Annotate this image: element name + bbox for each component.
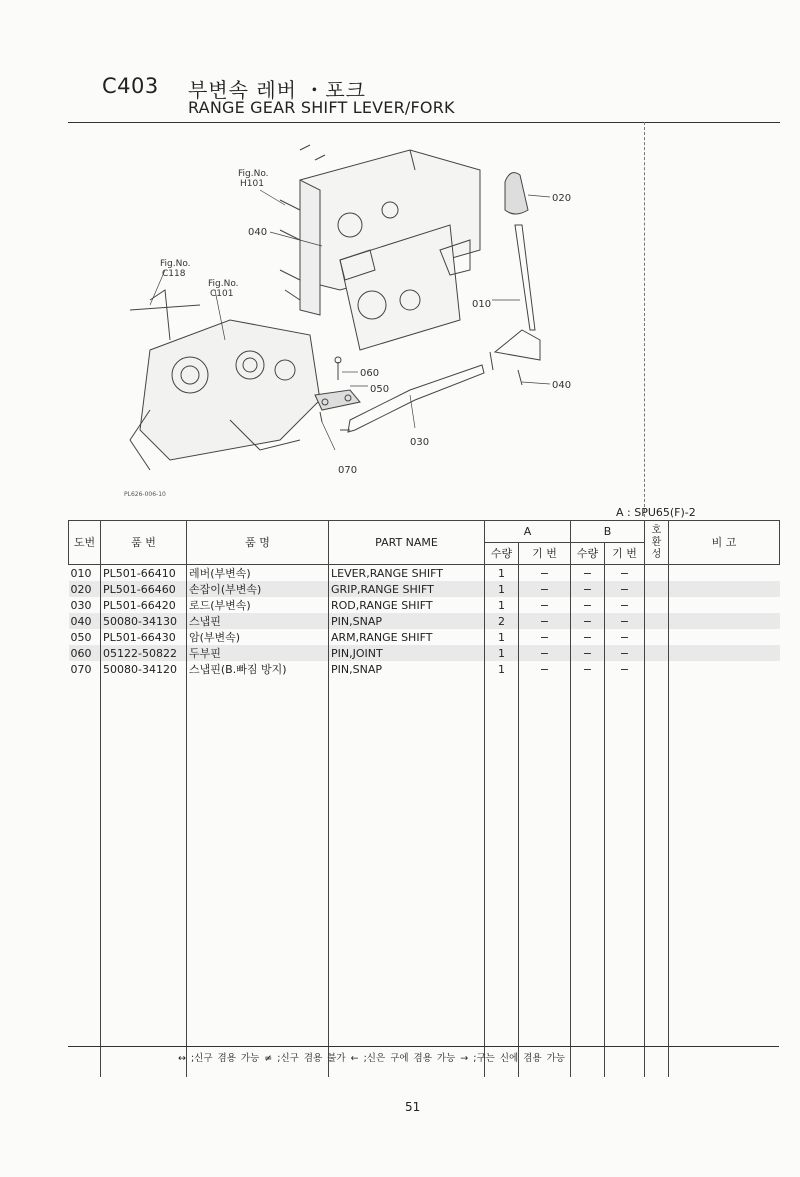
drawing-id: PL626-006-10 xyxy=(124,491,166,498)
cell-compat xyxy=(645,629,669,645)
table-row xyxy=(69,645,780,661)
header-compatibility: 호 환 성 xyxy=(645,521,669,565)
fig-ref-c118-number: C118 xyxy=(162,269,186,279)
header-model-b: 기 번 xyxy=(605,543,645,565)
cell-part-name-korean: 레버(부변속) xyxy=(187,565,329,582)
callout-070: 070 xyxy=(338,465,358,476)
cell-part-name-korean: 두부핀 xyxy=(187,645,329,661)
table-row xyxy=(69,565,780,582)
cell-model-a: − xyxy=(519,645,571,661)
header-group-b: B xyxy=(571,521,645,543)
table-row xyxy=(69,597,780,613)
section-code: C403 xyxy=(102,74,159,98)
cell-model-b: − xyxy=(605,629,645,645)
fig-ref-h101-number: H101 xyxy=(240,179,264,189)
exploded-parts-diagram xyxy=(110,140,610,500)
cell-qty-a: 1 xyxy=(485,597,519,613)
cell-remarks xyxy=(669,581,780,597)
header-part-number: 품 번 xyxy=(101,521,187,565)
callout-050: 050 xyxy=(370,384,390,395)
cell-model-b: − xyxy=(605,645,645,661)
callout-060: 060 xyxy=(360,368,380,379)
cell-qty-a: 1 xyxy=(485,581,519,597)
fig-ref-c101-label: Fig.No. xyxy=(208,279,239,289)
cell-qty-a: 1 xyxy=(485,645,519,661)
cell-compat xyxy=(645,597,669,613)
cell-figure-no: 040 xyxy=(69,613,101,629)
cell-compat xyxy=(645,661,669,677)
cell-model-a: − xyxy=(519,565,571,582)
model-label: A : SPU65(F)-2 xyxy=(616,506,696,519)
cell-remarks xyxy=(669,597,780,613)
cell-part-name-korean: 스냅핀 xyxy=(187,613,329,629)
cell-qty-b: − xyxy=(571,597,605,613)
transmission-case-drawing xyxy=(280,145,480,350)
cell-compat xyxy=(645,613,669,629)
header-part-name-korean: 품 명 xyxy=(187,521,329,565)
header-qty-a: 수량 xyxy=(485,543,519,565)
callout-020: 020 xyxy=(552,193,572,204)
header-part-name: PART NAME xyxy=(329,521,485,565)
cell-model-a: − xyxy=(519,629,571,645)
margin-dashed-line xyxy=(644,122,645,517)
cell-remarks xyxy=(669,565,780,582)
cell-part-name: PIN,SNAP xyxy=(329,613,485,629)
cell-part-number: PL501-66420 xyxy=(101,597,187,613)
cell-model-a: − xyxy=(519,613,571,629)
compatibility-legend: ↔ ;신구 겸용 가능 ≠ ;신구 겸용 불가 ← ;신은 구에 겸용 가능 → ;구는 신에 겸용 가능 xyxy=(178,1053,565,1064)
section-title-english: RANGE GEAR SHIFT LEVER/FORK xyxy=(188,98,455,117)
cell-remarks xyxy=(669,661,780,677)
cell-model-a: − xyxy=(519,661,571,677)
header-remarks: 비 고 xyxy=(669,521,780,565)
header-model-a: 기 번 xyxy=(519,543,571,565)
cell-qty-b: − xyxy=(571,661,605,677)
table-row xyxy=(69,629,780,645)
table-row xyxy=(69,581,780,597)
gearbox-housing-drawing xyxy=(130,290,320,470)
cell-qty-a: 1 xyxy=(485,661,519,677)
cell-part-number: PL501-66410 xyxy=(101,565,187,582)
fig-ref-h101-label: Fig.No. xyxy=(238,169,269,179)
cell-part-name: PIN,JOINT xyxy=(329,645,485,661)
cell-part-name: PIN,SNAP xyxy=(329,661,485,677)
shift-arm-drawing xyxy=(315,357,360,422)
cell-model-b: − xyxy=(605,581,645,597)
cell-compat xyxy=(645,645,669,661)
header-group-a: A xyxy=(485,521,571,543)
callout-040-bottom: 040 xyxy=(552,380,572,391)
cell-model-b: − xyxy=(605,661,645,677)
cell-part-name: GRIP,RANGE SHIFT xyxy=(329,581,485,597)
cell-figure-no: 010 xyxy=(70,566,92,580)
cell-remarks xyxy=(669,613,780,629)
cell-remarks xyxy=(669,645,780,661)
cell-figure-no: 050 xyxy=(70,630,92,644)
header-figure-no: 도번 xyxy=(69,521,101,565)
table-bottom-rule xyxy=(68,1046,779,1047)
cell-part-name-korean: 손잡이(부변속) xyxy=(187,581,329,597)
cell-qty-a: 1 xyxy=(485,565,519,582)
header-rule xyxy=(68,122,780,123)
section-title-korean: 부변속 레버 ・포크 xyxy=(188,78,366,102)
cell-model-a: − xyxy=(519,597,571,613)
cell-compat xyxy=(645,581,669,597)
cell-figure-no: 030 xyxy=(70,598,92,612)
cell-figure-no: 060 xyxy=(69,645,101,661)
cell-qty-a: 2 xyxy=(485,613,519,629)
cell-qty-b: − xyxy=(571,645,605,661)
cell-part-name-korean: 스냅핀(B.빠짐 방지) xyxy=(187,661,329,677)
page-number: 51 xyxy=(405,1100,421,1114)
fig-ref-c118-label: Fig.No. xyxy=(160,259,191,269)
cell-part-number: PL501-66430 xyxy=(101,629,187,645)
cell-figure-no: 020 xyxy=(69,581,101,597)
parts-table xyxy=(68,520,780,1077)
cell-part-name-korean: 암(부변속) xyxy=(187,629,329,645)
cell-model-b: − xyxy=(605,565,645,582)
cell-part-name: ARM,RANGE SHIFT xyxy=(329,629,485,645)
table-row xyxy=(69,613,780,629)
cell-model-b: − xyxy=(605,613,645,629)
cell-part-name-korean: 로드(부변속) xyxy=(187,597,329,613)
cell-model-b: − xyxy=(605,597,645,613)
shift-lever-drawing xyxy=(490,173,540,385)
cell-model-a: − xyxy=(519,581,571,597)
cell-part-number: 05122-50822 xyxy=(101,645,187,661)
table-empty-space xyxy=(69,677,780,1077)
callout-030: 030 xyxy=(410,437,430,448)
callout-010: 010 xyxy=(472,299,492,310)
table-row xyxy=(69,661,780,677)
cell-qty-b: − xyxy=(571,629,605,645)
cell-part-number: 50080-34120 xyxy=(101,661,187,677)
cell-part-number: 50080-34130 xyxy=(101,613,187,629)
cell-compat xyxy=(645,565,669,582)
cell-qty-b: − xyxy=(571,565,605,582)
cell-figure-no: 070 xyxy=(70,662,92,676)
cell-remarks xyxy=(669,629,780,645)
cell-qty-b: − xyxy=(571,613,605,629)
fig-ref-c101-number: C101 xyxy=(210,289,234,299)
cell-part-number: PL501-66460 xyxy=(101,581,187,597)
cell-qty-a: 1 xyxy=(485,629,519,645)
cell-part-name: LEVER,RANGE SHIFT xyxy=(329,565,485,582)
header-qty-b: 수량 xyxy=(571,543,605,565)
cell-part-name: ROD,RANGE SHIFT xyxy=(329,597,485,613)
cell-qty-b: − xyxy=(571,581,605,597)
callout-040-top: 040 xyxy=(248,227,268,238)
